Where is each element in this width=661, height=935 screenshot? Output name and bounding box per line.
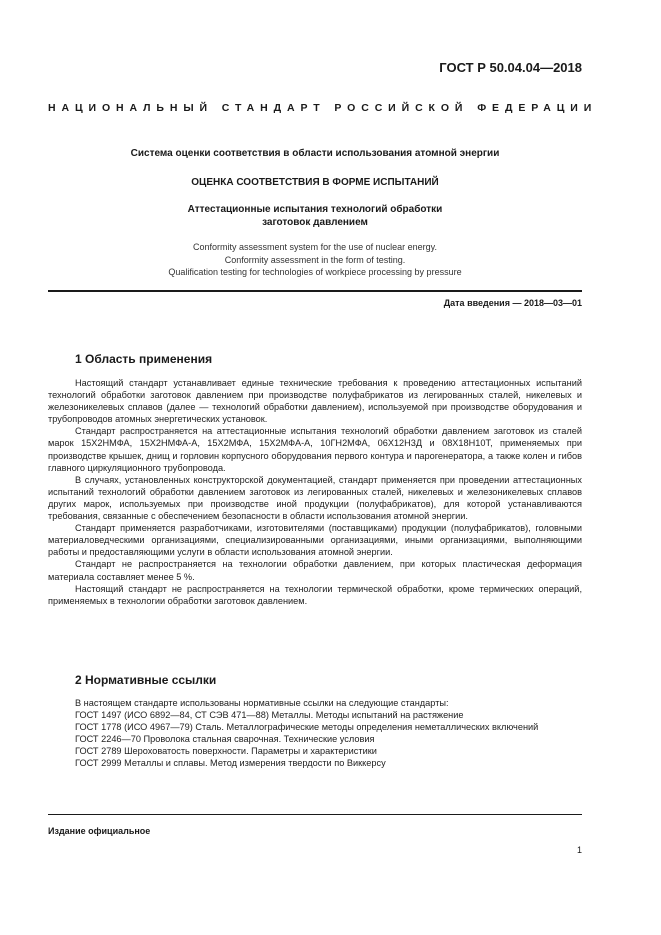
header-divider: [48, 290, 582, 292]
english-title-line-2: Conformity assessment in the form of testing.: [224, 254, 406, 265]
english-title: [48, 241, 582, 279]
english-title-line-3: Qualification testing for technologies of workpiece processing by pressure: [168, 267, 462, 277]
paragraph: Настоящий стандарт не распространяется на технологии термической обработки, кроме термических операций, применяемых в технологии обработки заготовок давлением.: [48, 583, 582, 606]
reference-item: ГОСТ 2999 Металлы и сплавы. Метод измерения твердости по Виккерсу: [75, 758, 386, 769]
paragraph: Стандарт применяется разработчиками, изготовителями (поставщиками) продукции (полуфабрикатов), головными материаловедческими организациями, специализированными организациями, иными организациями, выполняющими работы и предоставляющими услуги в области использования атомной энергии.: [48, 523, 582, 558]
section-2-body: [48, 697, 582, 770]
document-code: ГОСТ Р 50.04.04—2018: [439, 60, 582, 75]
sub-title-line-2: заготовок давлением: [262, 217, 368, 228]
system-title: Система оценки соответствия в области использования атомной энергии: [130, 148, 500, 159]
page-number: 1: [576, 845, 582, 855]
main-title: ОЦЕНКА СООТВЕТСТВИЯ В ФОРМЕ ИСПЫТАНИЙ: [191, 177, 439, 188]
section-1-body: [48, 377, 582, 607]
section-1-heading: 1 Область применения: [75, 352, 213, 366]
national-standard-heading: НАЦИОНАЛЬНЫЙ СТАНДАРТ РОССИЙСКОЙ ФЕДЕРАЦИИ: [48, 102, 598, 114]
paragraph: В настоящем стандарте использованы нормативные ссылки на следующие стандарты:: [75, 698, 449, 708]
paragraph: Стандарт распространяется на аттестационные испытания технологий обработки давлением заготовок из сталей марок 15Х2НМФА, 15Х2НМФА-А, 15Х2МФА, 15Х2МФА-А, 10ГН2МФА, 06Х12Н3Д и 08Х18Н10Т, применяемых при производстве крышек, днищ и горловин корпусного оборудования первого контура и парогенератора, а также колен и гибов главного циркуляционного трубопровода.: [48, 426, 582, 473]
section-2-heading: 2 Нормативные ссылки: [75, 673, 217, 687]
english-title-line-1: Conformity assessment system for the use of nuclear energy.: [193, 242, 437, 252]
official-edition-label: Издание официальное: [48, 826, 151, 836]
sub-title: [48, 203, 582, 229]
reference-item: ГОСТ 1778 (ИСО 4967—79) Сталь. Металлографические методы определения неметаллических включений: [75, 722, 539, 733]
reference-item: ГОСТ 2246—70 Проволока стальная сварочная. Технические условия: [75, 734, 375, 745]
reference-item: ГОСТ 1497 (ИСО 6892—84, СТ СЭВ 471—88) Металлы. Методы испытаний на растяжение: [75, 710, 464, 721]
reference-item: ГОСТ 2789 Шероховатость поверхности. Параметры и характеристики: [75, 746, 377, 757]
paragraph: Стандарт не распространяется на технологии обработки давлением, при которых пластическая деформация материала составляет менее 5 %.: [48, 559, 582, 582]
sub-title-line-1: Аттестационные испытания технологий обработки: [187, 204, 443, 215]
paragraph: Настоящий стандарт устанавливает единые технические требования к проведению аттестационных испытаний технологий обработки заготовок давлением при производстве полуфабрикатов из легированных сталей, никелевых и железоникелевых сплавов (далее — технологий обработки давлением), используемой при производстве оборудования и трубопроводов атомных энергетических установок.: [48, 378, 582, 425]
paragraph: В случаях, установленных конструкторской документацией, стандарт применяется при проведении аттестационных испытаний технологий обработки давлением заготовок из легированных сталей, никелевых и железоникелевых сплавов других марок, используемых при производстве иной продукции (полуфабрикатов), для которой устанавливаются требования, связанные с обеспечением безопасности в области использования атомной энергии.: [48, 474, 582, 522]
footer-divider: [48, 814, 582, 815]
introduction-date: Дата введения — 2018—03—01: [443, 298, 582, 308]
